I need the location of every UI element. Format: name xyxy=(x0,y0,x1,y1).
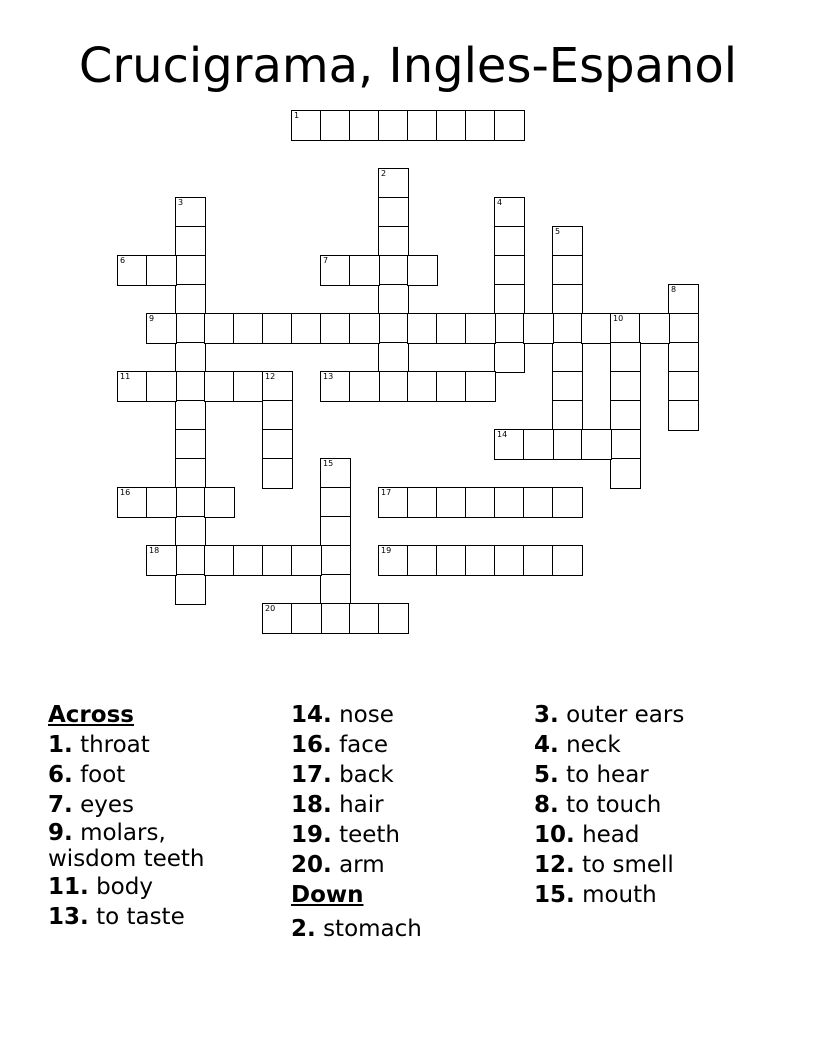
grid-cell[interactable] xyxy=(204,487,235,518)
grid-cell[interactable] xyxy=(407,371,438,402)
clue-column-2 xyxy=(291,700,422,944)
clue-down-4: 4. neck xyxy=(534,732,621,758)
grid-cell[interactable] xyxy=(552,400,583,431)
grid-cell[interactable] xyxy=(320,110,351,141)
grid-cell[interactable] xyxy=(436,371,467,402)
clue-across-1: 1. throat xyxy=(48,732,150,758)
cell-number: 7 xyxy=(323,256,329,265)
grid-cell[interactable] xyxy=(320,255,351,286)
grid-cell[interactable] xyxy=(378,284,409,315)
cell-number: 14 xyxy=(497,430,508,439)
cell-number: 1 xyxy=(294,111,300,120)
grid-cell[interactable] xyxy=(175,313,206,344)
grid-cell[interactable] xyxy=(668,284,699,315)
cell-number: 6 xyxy=(120,256,126,265)
cell-number: 12 xyxy=(265,372,276,381)
grid-cell[interactable] xyxy=(378,197,409,228)
clue-down-8: 8. to touch xyxy=(534,792,662,818)
grid-cell[interactable] xyxy=(204,371,235,402)
grid-cell[interactable] xyxy=(233,545,264,576)
grid-cell[interactable] xyxy=(552,313,583,344)
grid-cell[interactable] xyxy=(262,400,293,431)
clue-across-7: 7. eyes xyxy=(48,792,134,818)
grid-cell[interactable] xyxy=(552,545,583,576)
grid-cell[interactable] xyxy=(146,487,177,518)
grid-cell[interactable] xyxy=(552,226,583,257)
grid-cell[interactable] xyxy=(175,255,206,286)
clue-across-17: 17. back xyxy=(291,762,394,788)
grid-cell[interactable] xyxy=(175,284,206,315)
grid-cell[interactable] xyxy=(465,545,496,576)
grid-cell[interactable] xyxy=(349,371,380,402)
cell-number: 8 xyxy=(671,285,677,294)
grid-cell[interactable] xyxy=(407,313,438,344)
grid-cell[interactable] xyxy=(117,371,148,402)
grid-cell[interactable] xyxy=(291,110,322,141)
grid-cell[interactable] xyxy=(320,313,351,344)
grid-cell[interactable] xyxy=(639,313,670,344)
cell-number: 3 xyxy=(178,198,184,207)
cell-number: 17 xyxy=(381,488,392,497)
grid-cell[interactable] xyxy=(610,371,641,402)
grid-cell[interactable] xyxy=(610,342,641,373)
grid-cell[interactable] xyxy=(494,226,525,257)
down-heading: Down xyxy=(291,882,364,908)
across-heading: Across xyxy=(48,702,134,728)
clue-down-15: 15. mouth xyxy=(534,882,657,908)
clue-across-18: 18. hair xyxy=(291,792,384,818)
grid-cell[interactable] xyxy=(291,313,322,344)
clue-across-13: 13. to taste xyxy=(48,904,185,930)
clue-down-12: 12. to smell xyxy=(534,852,674,878)
cell-number: 15 xyxy=(323,459,334,468)
clue-across-19: 19. teeth xyxy=(291,822,400,848)
grid-cell[interactable] xyxy=(436,487,467,518)
grid-cell[interactable] xyxy=(146,313,177,344)
grid-cell[interactable] xyxy=(378,255,409,286)
grid-cell[interactable] xyxy=(175,545,206,576)
grid-cell[interactable] xyxy=(552,284,583,315)
grid-cell[interactable] xyxy=(175,371,206,402)
grid-cell[interactable] xyxy=(320,516,351,547)
grid-cell[interactable] xyxy=(465,487,496,518)
grid-cell[interactable] xyxy=(175,487,206,518)
clue-across-6: 6. foot xyxy=(48,762,126,788)
grid-cell[interactable] xyxy=(668,313,699,344)
grid-cell[interactable] xyxy=(494,429,525,460)
grid-cell[interactable] xyxy=(436,313,467,344)
grid-cell[interactable] xyxy=(175,574,206,605)
grid-cell[interactable] xyxy=(378,603,409,634)
grid-cell[interactable] xyxy=(262,313,293,344)
grid-cell[interactable] xyxy=(523,487,554,518)
grid-cell[interactable] xyxy=(494,342,525,373)
grid-cell[interactable] xyxy=(175,400,206,431)
grid-cell[interactable] xyxy=(552,255,583,286)
clue-down-5: 5. to hear xyxy=(534,762,649,788)
grid-cell[interactable] xyxy=(233,371,264,402)
grid-cell[interactable] xyxy=(494,545,525,576)
grid-cell[interactable] xyxy=(175,226,206,257)
grid-cell[interactable] xyxy=(175,458,206,489)
grid-cell[interactable] xyxy=(262,429,293,460)
grid-cell[interactable] xyxy=(175,429,206,460)
cell-number: 4 xyxy=(497,198,503,207)
grid-cell[interactable] xyxy=(146,545,177,576)
grid-cell[interactable] xyxy=(436,110,467,141)
clue-column-3 xyxy=(534,700,684,910)
grid-cell[interactable] xyxy=(668,371,699,402)
cell-number: 20 xyxy=(265,604,276,613)
clue-across-11: 11. body xyxy=(48,874,153,900)
grid-cell[interactable] xyxy=(668,400,699,431)
grid-cell[interactable] xyxy=(465,313,496,344)
clue-column-1 xyxy=(48,700,238,932)
grid-cell[interactable] xyxy=(581,429,612,460)
grid-cell[interactable] xyxy=(407,487,438,518)
cell-number: 9 xyxy=(149,314,155,323)
grid-cell[interactable] xyxy=(262,371,293,402)
grid-cell[interactable] xyxy=(610,458,641,489)
grid-cell[interactable] xyxy=(117,487,148,518)
clue-across-9: 9. molars, wisdom teeth xyxy=(48,820,205,872)
grid-cell[interactable] xyxy=(262,603,293,634)
grid-cell[interactable] xyxy=(349,110,380,141)
grid-cell[interactable] xyxy=(378,545,409,576)
grid-cell[interactable] xyxy=(465,371,496,402)
grid-cell[interactable] xyxy=(378,313,409,344)
grid-cell[interactable] xyxy=(552,371,583,402)
grid-cell[interactable] xyxy=(581,313,612,344)
grid-cell[interactable] xyxy=(552,342,583,373)
grid-cell[interactable] xyxy=(175,516,206,547)
clue-down-2: 2. stomach xyxy=(291,916,422,942)
clue-down-10: 10. head xyxy=(534,822,640,848)
cell-number: 10 xyxy=(613,314,624,323)
grid-cell[interactable] xyxy=(204,545,235,576)
grid-cell[interactable] xyxy=(465,110,496,141)
cell-number: 11 xyxy=(120,372,131,381)
grid-cell[interactable] xyxy=(378,110,409,141)
grid-cell[interactable] xyxy=(523,545,554,576)
clue-down-3: 3. outer ears xyxy=(534,702,685,728)
grid-cell[interactable] xyxy=(320,603,351,634)
grid-cell[interactable] xyxy=(146,371,177,402)
grid-cell[interactable] xyxy=(204,313,235,344)
grid-cell[interactable] xyxy=(378,371,409,402)
grid-cell[interactable] xyxy=(494,284,525,315)
grid-cell[interactable] xyxy=(320,487,351,518)
clue-across-20: 20. arm xyxy=(291,852,385,878)
grid-cell[interactable] xyxy=(610,400,641,431)
grid-cell[interactable] xyxy=(175,197,206,228)
grid-cell[interactable] xyxy=(494,110,525,141)
grid-cell[interactable] xyxy=(349,603,380,634)
grid-cell[interactable] xyxy=(117,255,148,286)
grid-cell[interactable] xyxy=(262,458,293,489)
grid-cell[interactable] xyxy=(494,313,525,344)
grid-cell[interactable] xyxy=(320,545,351,576)
grid-cell[interactable] xyxy=(349,255,380,286)
clue-across-14: 14. nose xyxy=(291,702,394,728)
cell-number: 18 xyxy=(149,546,160,555)
grid-cell[interactable] xyxy=(146,255,177,286)
grid-cell[interactable] xyxy=(262,545,293,576)
cell-number: 16 xyxy=(120,488,131,497)
cell-number: 19 xyxy=(381,546,392,555)
cell-number: 13 xyxy=(323,372,334,381)
grid-cell[interactable] xyxy=(378,226,409,257)
grid-cell[interactable] xyxy=(552,487,583,518)
grid-cell[interactable] xyxy=(668,342,699,373)
grid-cell[interactable] xyxy=(494,487,525,518)
grid-cell[interactable] xyxy=(552,429,583,460)
grid-cell[interactable] xyxy=(523,313,554,344)
grid-cell[interactable] xyxy=(523,429,554,460)
grid-cell[interactable] xyxy=(320,371,351,402)
grid-cell[interactable] xyxy=(291,603,322,634)
grid-cell[interactable] xyxy=(320,574,351,605)
grid-cell[interactable] xyxy=(494,197,525,228)
grid-cell[interactable] xyxy=(494,255,525,286)
grid-cell[interactable] xyxy=(291,545,322,576)
grid-cell[interactable] xyxy=(436,545,467,576)
grid-cell[interactable] xyxy=(610,429,641,460)
grid-cell[interactable] xyxy=(407,545,438,576)
grid-cell[interactable] xyxy=(407,255,438,286)
grid-cell[interactable] xyxy=(320,458,351,489)
grid-cell[interactable] xyxy=(349,313,380,344)
grid-cell[interactable] xyxy=(233,313,264,344)
grid-cell[interactable] xyxy=(175,342,206,373)
cell-number: 2 xyxy=(381,169,387,178)
clue-across-16: 16. face xyxy=(291,732,389,758)
cell-number: 5 xyxy=(555,227,561,236)
grid-cell[interactable] xyxy=(378,487,409,518)
grid-cell[interactable] xyxy=(610,313,641,344)
grid-cell[interactable] xyxy=(378,168,409,199)
puzzle-title: Crucigrama, Ingles-Espanol xyxy=(78,38,738,94)
grid-cell[interactable] xyxy=(407,110,438,141)
grid-cell[interactable] xyxy=(378,342,409,373)
